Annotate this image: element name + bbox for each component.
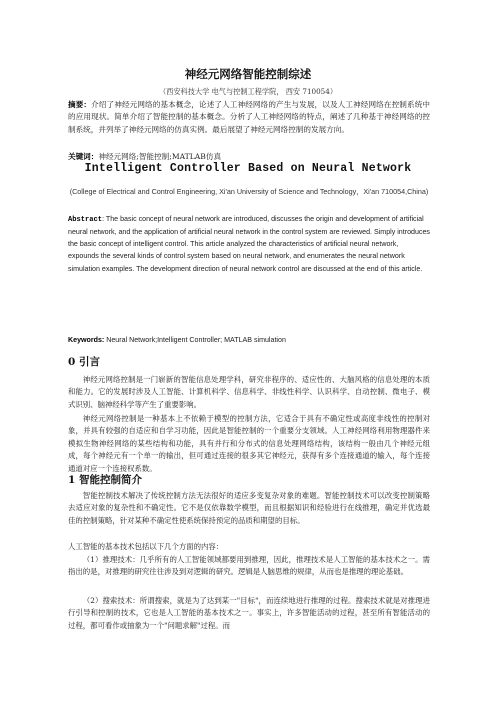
keywords-en bbox=[68, 336, 430, 344]
affiliation-cn: （西安科技大学 电气与控制工程学院， 西安 710054） bbox=[158, 87, 338, 96]
paper-title-en: Intelligent Controller Based on Neural Network bbox=[84, 162, 412, 175]
abstract-en-label: Abstract bbox=[68, 216, 103, 224]
keywords-en-text: Neural Network;Intelligent Controller; MATLAB simulation bbox=[104, 336, 286, 344]
abstract-cn bbox=[68, 99, 430, 136]
intro-paragraph-2: 神经元网络控制是一种基本上不依赖于模型的控制方法，它适合于具有不确定性或高度非线性的控制对象，并具有较强的自适应和自学习功能，因此是智能控制的一个重要分支领域。人工神经网络利用物理器件来模拟生物神经网络的某些结构和功能，具有并行和分布式的信息处理网络结构，该结构一般由几个神经元组成，每个神经元有一个单一的输出，但可通过连接的很多其它神经元，获得有多个连接通道的输入，每个连接通道对应一个连接权系数。 bbox=[68, 414, 430, 473]
abstract-en bbox=[68, 213, 430, 275]
ic-paragraph-1: 智能控制技术解决了传统控制方法无法很好的适应多变复杂对象的难题。智能控制技术可以改变控制策略去适应对象的复杂性和不确定性。它不是仅依靠数学模型，而且根据知识和经验进行在线推理，确定并优选最佳的控制策略，针对某种不确定性使系统保持预定的品质和期望的目标。 bbox=[68, 491, 430, 525]
abstract-en-text: : The basic concept of neural network are introduced, discusses the origin and development of artificial neural network, and the application of artificial neural network in the control system are reviewed. Simply introduces the basic concept of intelligent control. This article analyzed the characteristics of artificial neural network, expounds the several kinds of control system based on neural network, and enumerates the neural network simulation examples. The development direction of neural network control are discussed at the end of this article. bbox=[68, 215, 430, 273]
section-heading-intelligent-control: 1 智能控制简介 bbox=[68, 474, 142, 486]
ic-item-reasoning: （1）推理技术：几乎所有的人工智能领域都要用到推理，因此，推理技术是人工智能的基本技术之一。需指出的是，对推理的研究往往涉及到对逻辑的研究。逻辑是人脑思维的规律，从而也是推理的理论基础。 bbox=[68, 555, 430, 577]
ic-paragraph-2: 人工智能的基本技术包括以下几个方面的内容： bbox=[68, 542, 224, 551]
keywords-en-label: Keywords: bbox=[68, 336, 105, 344]
intro-paragraph-1: 神经元网络控制是一门崭新的智能信息处理学科，研究非程序的、适应性的、大脑风格的信息处理的本质和能力。它的发展时涉及人工智能、计算机科学、信息科学、非线性科学、认识科学、自动控制、微电子、模式识别、脑神经科学等产生了重要影响。 bbox=[68, 375, 430, 409]
keywords-cn-text: 神经元网络;智能控制;MATLAB仿真 bbox=[98, 152, 222, 161]
section-heading-intro: 0 引言 bbox=[68, 356, 100, 368]
abstract-cn-label: 摘要： bbox=[68, 100, 92, 109]
keywords-cn-label: 关键词： bbox=[68, 152, 99, 161]
abstract-cn-text: 介绍了神经元网络的基本概念，论述了人工神经网络的产生与发展，以及人工神经网络在控制系统中的应用现状。简单介绍了智能控制的基本概念。分析了人工神经网络的特点，阐述了几种基于神经网络的控制系统，并列举了神经元网络的仿真实例。最后展望了神经元网络控制的发展方向。 bbox=[68, 100, 431, 134]
paper-title-cn: 神经元网络智能控制综述 bbox=[184, 67, 312, 81]
affiliation-en: (College of Electrical and Control Engineering, Xi'an University of Science and Technology，Xi'an 710054,China) bbox=[69, 187, 429, 196]
ic-item-search: （2）搜索技术：所谓搜索，就是为了达到某一"目标"，而连续地进行推理的过程。搜索技术就是对推理进行引导和控制的技术，它也是人工智能的基本技术之一。事实上，许多智能活动的过程，甚至所有智能活动的过程，都可看作或抽象为一个"问题求解"过程。而 bbox=[68, 596, 430, 630]
